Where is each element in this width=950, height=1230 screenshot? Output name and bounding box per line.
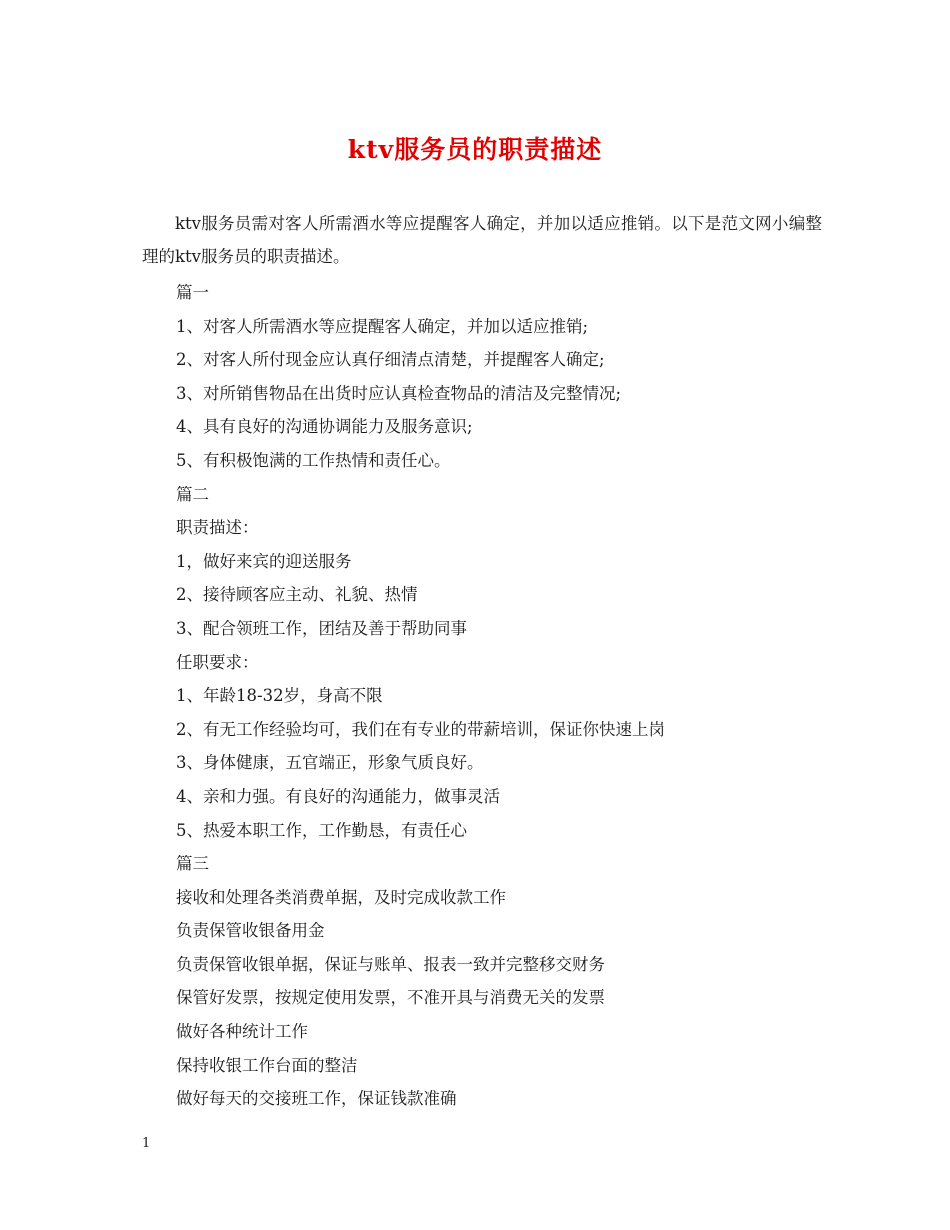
content-line: 2、有无工作经验均可，我们在有专业的带薪培训，保证你快速上岗 <box>176 719 665 739</box>
content-line: 3、身体健康，五官端正，形象气质良好。 <box>176 753 484 773</box>
content-line: 5、热爱本职工作，工作勤恳，有责任心 <box>176 820 467 840</box>
content-line: 负责保管收银单据，保证与账单、报表一致并完整移交财务 <box>176 954 605 974</box>
content-line: 3、对所销售物品在出货时应认真检查物品的清洁及完整情况; <box>176 383 622 403</box>
content-line: 4、亲和力强。有良好的沟通能力，做事灵活 <box>176 786 500 806</box>
content-line: 篇一 <box>176 283 209 302</box>
content-line: 负责保管收银备用金 <box>176 921 325 941</box>
content-line: 任职要求： <box>176 652 259 672</box>
content-line: 职责描述： <box>176 518 259 538</box>
content-line: 保持收银工作台面的整洁 <box>176 1055 358 1075</box>
content-line: 5、有积极饱满的工作热情和责任心。 <box>176 450 451 470</box>
content-line: 做好每天的交接班工作，保证钱款准确 <box>176 1089 457 1109</box>
content-line: 2、接待顾客应主动、礼貌、热情 <box>176 585 418 605</box>
content-line: 1、对客人所需酒水等应提醒客人确定，并加以适应推销; <box>176 316 589 336</box>
content-line: 保管好发票，按规定使用发票，不准开具与消费无关的发票 <box>176 988 605 1008</box>
page-number: 1 <box>142 1136 151 1151</box>
content-line: 3、配合领班工作，团结及善于帮助同事 <box>176 618 467 638</box>
document-title: ktv服务员的职责描述 <box>347 135 603 164</box>
content-line: 4、具有良好的沟通协调能力及服务意识; <box>176 417 473 437</box>
content-line: 接收和处理各类消费单据，及时完成收款工作 <box>176 887 506 907</box>
intro-paragraph: ktv服务员需对客人所需酒水等应提醒客人确定，并加以适应推销。以下是范文网小编整理的ktv服务员的职责描述。 <box>142 214 822 266</box>
content-line: 篇二 <box>176 484 209 504</box>
content-lines <box>176 276 836 1116</box>
content-line: 2、对客人所付现金应认真仔细清点清楚，并提醒客人确定; <box>176 350 605 370</box>
content-line: 1、年龄18-32岁，身高不限 <box>176 686 383 706</box>
content-line: 篇三 <box>176 854 209 874</box>
content-line: 做好各种统计工作 <box>176 1022 308 1042</box>
content-line: 1，做好来宾的迎送服务 <box>176 551 352 571</box>
